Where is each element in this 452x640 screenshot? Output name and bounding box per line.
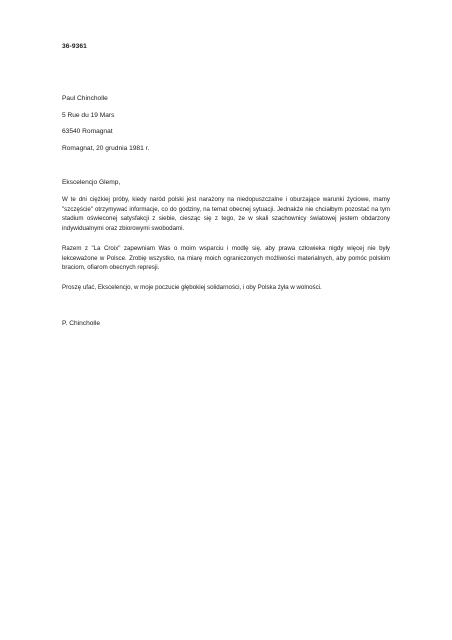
- sender-street: 5 Rue du 19 Mars: [62, 112, 115, 119]
- paragraph-3: Proszę ufać, Ekscelencjo, w moje poczucie głębokiej solidarności, i oby Polska żyła w wolności.: [62, 284, 322, 291]
- salutation: Ekscelencjo Glemp,: [62, 179, 121, 186]
- sender-city: 63540 Romagnat: [62, 128, 113, 135]
- sender-name: Paul Chincholle: [62, 95, 108, 102]
- paragraph-1: W te dni ciężkiej próby, kiedy naród polski jest narażony na niedopuszczalne i oburzające warunki życiowe, mamy "szczęście" otrzymywać informacje, co do godziny, na temat obecnej sytuacji. Jednakże nie chciałbym pozostać na tym stadium oświeconej satysfakcji z siebie, ciesząc się z tego, że w skali szachownicy światowej jestem obdarzony indywidualnymi oraz zbiorowymi swobodami.: [62, 196, 390, 232]
- place-and-date: Romagnat, 20 grudnia 1981 r.: [62, 145, 150, 152]
- reference-number: 36-9361: [62, 43, 87, 50]
- paragraph-2: Razem z "La Croix" zapewniam Was o moim wsparciu i modlę się, aby prawa człowieka nigdy więcej nie były lekceważone w Polsce. Zrobię wszystko, na miarę moich ograniczonych możliwości materialnych, aby pomóc polskim braciom, ofiarom obecnych represji.: [62, 245, 390, 272]
- signature: P. Chincholle: [62, 320, 101, 327]
